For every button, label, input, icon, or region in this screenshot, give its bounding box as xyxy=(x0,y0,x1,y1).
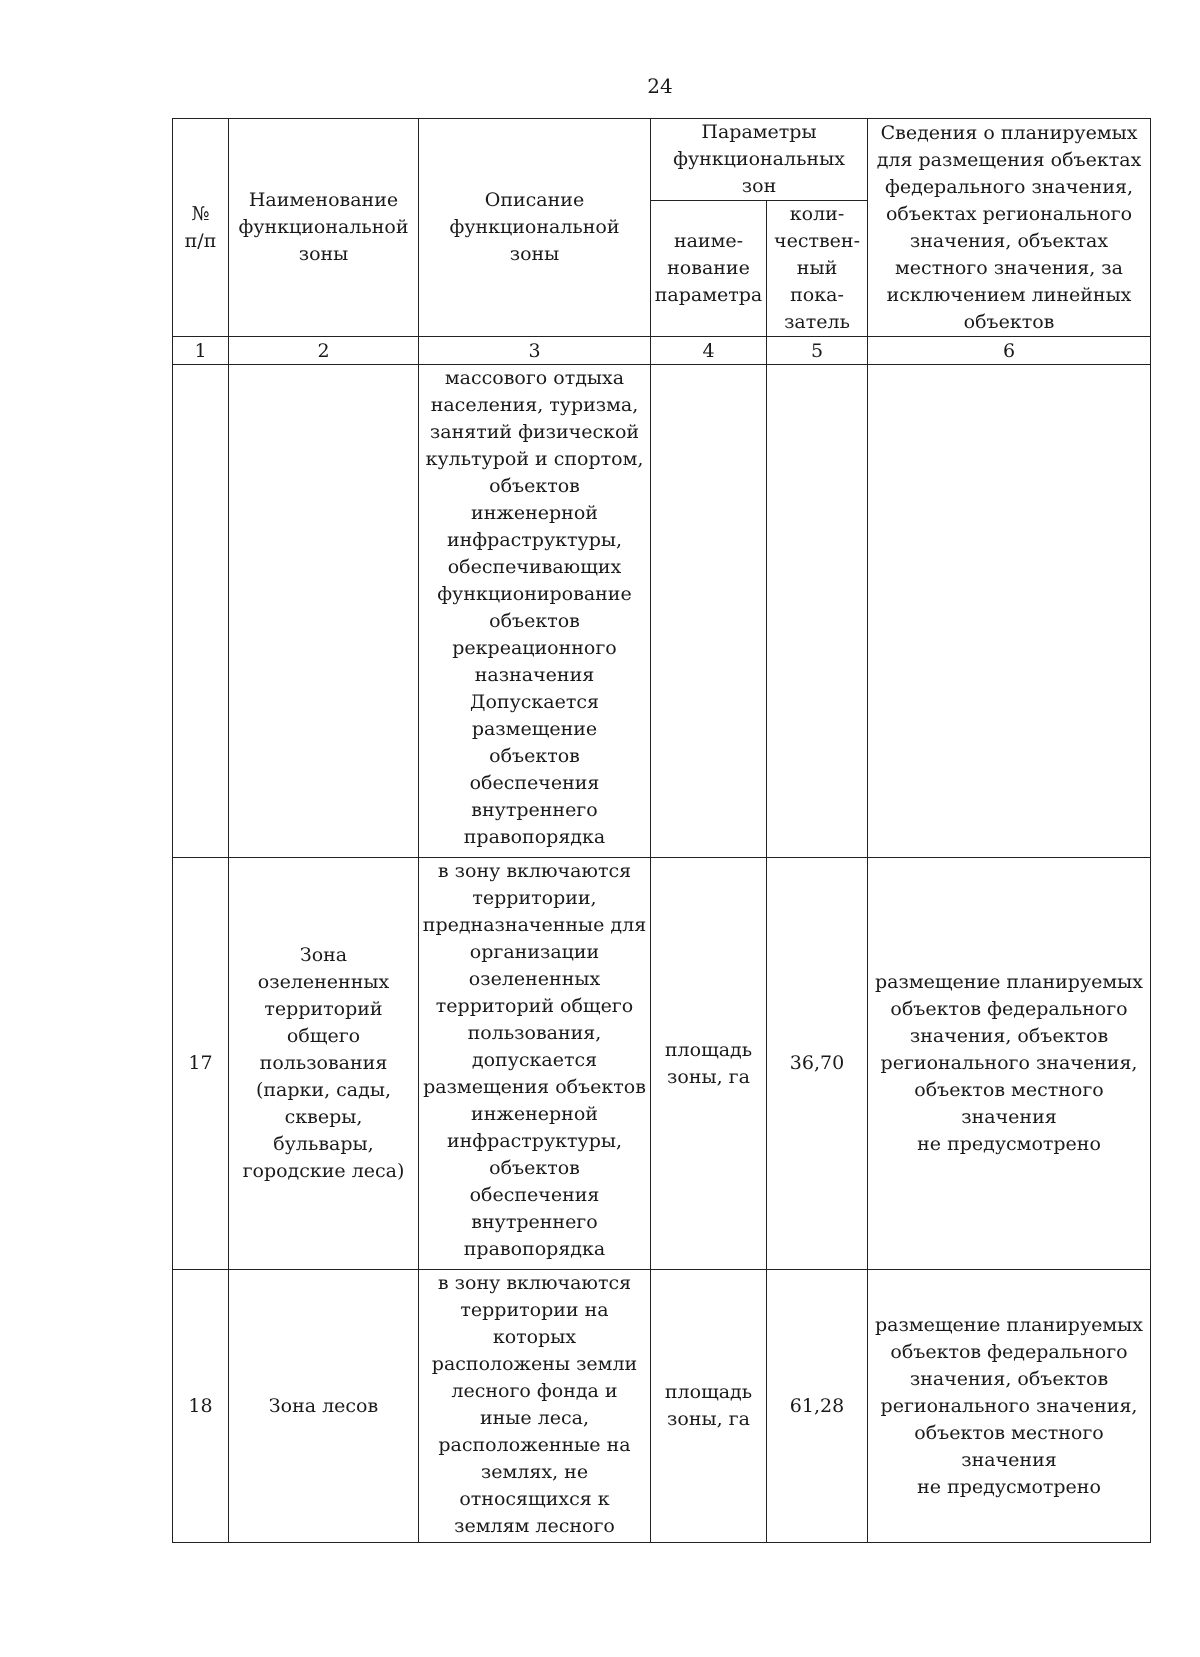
row-num: 17 xyxy=(173,858,229,1270)
row-param-name: площадь зоны, га xyxy=(651,1270,767,1543)
table-row xyxy=(173,1270,1151,1543)
column-number-row xyxy=(173,337,1151,365)
header-num: № п/п xyxy=(173,119,229,337)
functional-zones-table xyxy=(172,118,1151,1543)
row-zone-description: в зону включаются территории на которых расположены земли лесного фонда и иные леса, расположенные на землях, не относящихся к землям лесного xyxy=(419,1270,651,1543)
row-zone-name xyxy=(229,365,419,858)
header-param-name: наиме- нование параметра xyxy=(651,201,767,337)
table-row xyxy=(173,858,1151,1270)
row-num xyxy=(173,365,229,858)
row-param-name: площадь зоны, га xyxy=(651,858,767,1270)
header-planned-objects: Сведения о планируемых для размещения объектах федерального значения, объектах регионального значения, объектах местного значения, за исключением линейных объектов xyxy=(868,119,1151,337)
row-num: 18 xyxy=(173,1270,229,1543)
column-number: 3 xyxy=(419,337,651,365)
header-param-value: коли- чествен- ный пока- затель xyxy=(767,201,868,337)
header-row xyxy=(173,119,1151,201)
row-planned-objects: размещение планируемых объектов федерального значения, объектов регионального значения, объектов местного значения не предусмотрено xyxy=(868,858,1151,1270)
column-number: 2 xyxy=(229,337,419,365)
row-param-value: 36,70 xyxy=(767,858,868,1270)
header-zone-params: Параметры функциональных зон xyxy=(651,119,868,201)
row-zone-name: Зона лесов xyxy=(229,1270,419,1543)
row-param-name xyxy=(651,365,767,858)
column-number: 4 xyxy=(651,337,767,365)
row-param-value: 61,28 xyxy=(767,1270,868,1543)
column-number: 6 xyxy=(868,337,1151,365)
row-planned-objects xyxy=(868,365,1151,858)
row-param-value xyxy=(767,365,868,858)
page-number: 24 xyxy=(647,74,673,98)
row-zone-name: Зона озелененных территорий общего пользования (парки, сады, скверы, бульвары, городские леса) xyxy=(229,858,419,1270)
column-number: 1 xyxy=(173,337,229,365)
header-zone-description: Описание функциональной зоны xyxy=(419,119,651,337)
row-planned-objects: размещение планируемых объектов федерального значения, объектов регионального значения, объектов местного значения не предусмотрено xyxy=(868,1270,1151,1543)
row-zone-description: массового отдыха населения, туризма, занятий физической культурой и спортом, объектов инженерной инфраструктуры, обеспечивающих функционирование объектов рекреационного назначения Допускается размещение объектов обеспечения внутреннего правопорядка xyxy=(419,365,651,858)
column-number: 5 xyxy=(767,337,868,365)
table-row xyxy=(173,365,1151,858)
row-zone-description: в зону включаются территории, предназначенные для организации озелененных территорий общего пользования, допускается размещения объектов инженерной инфраструктуры, объектов обеспечения внутреннего правопорядка xyxy=(419,858,651,1270)
header-zone-name: Наименование функциональной зоны xyxy=(229,119,419,337)
